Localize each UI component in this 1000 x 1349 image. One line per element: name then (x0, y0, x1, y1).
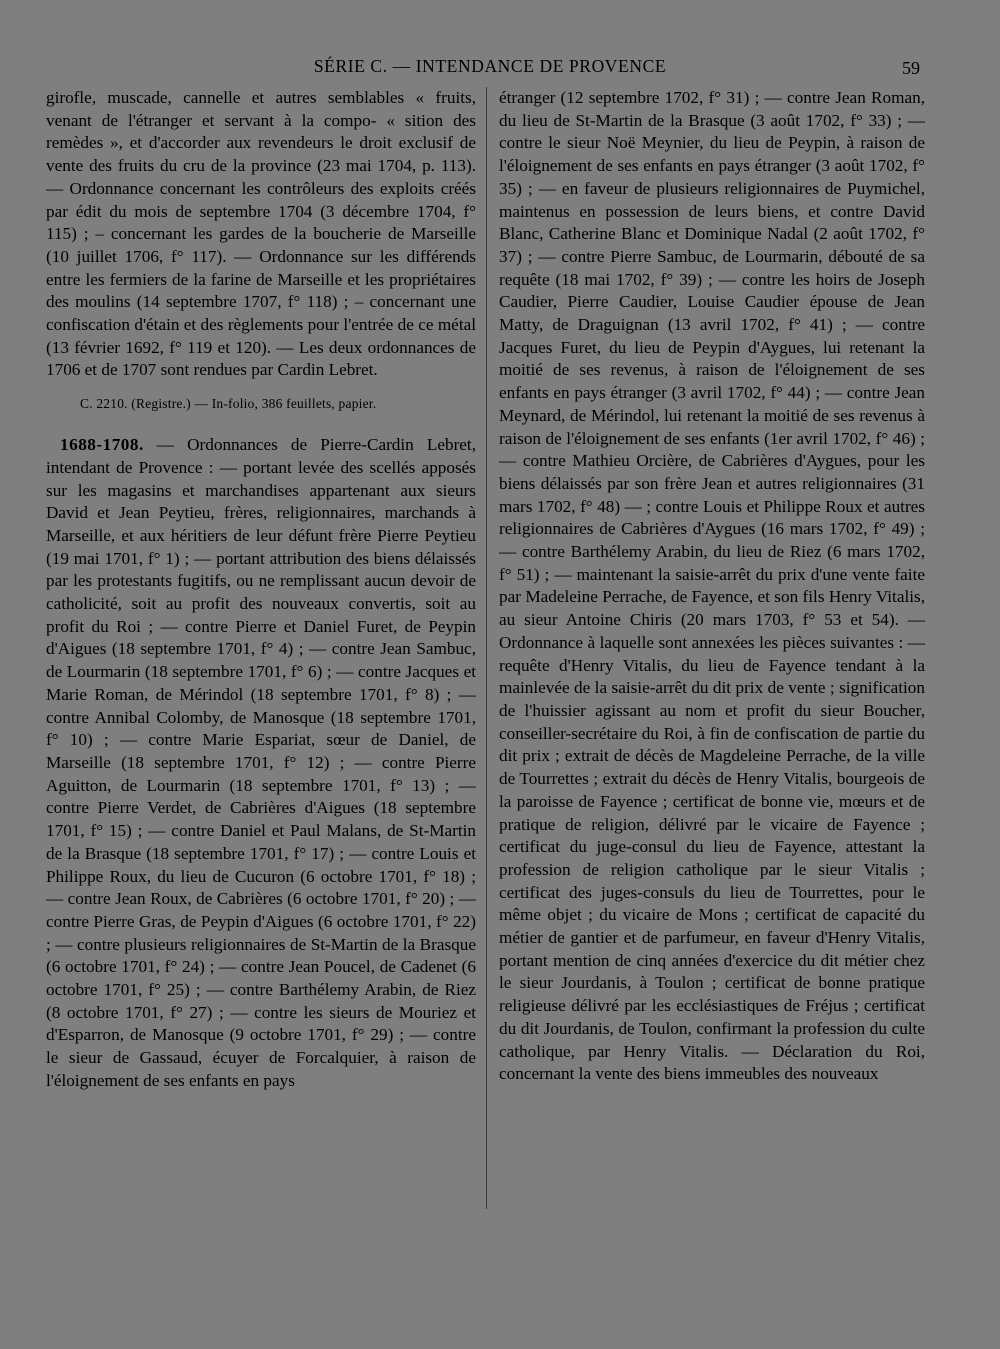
right-column (499, 87, 925, 1086)
continuation-paragraph: girofle, muscade, cannelle et autres semblables « fruits, venant de l'étranger et servant à la compo- « sition des remèdes », et d'accorder aux revendeurs le droit exclusif de vente des fruits du cru de la province (23 mai 1704, p. 113). — Ordonnance concernant les contrôleurs des exploits créés par édit du mois de septembre 1704 (3 décembre 1704, f° 115) ; – concernant les gardes de la boucherie de Marseille (10 juillet 1706, f° 117). — Ordonnance sur les différends entre les fermiers de la farine de Marseille et les propriétaires des moulins (14 septembre 1707, f° 118) ; – concernant une confiscation d'étain et des règlements pour l'entrée de ce métal (13 février 1692, f° 119 et 120). — Les deux ordonnances de 1706 et de 1707 sont rendues par Cardin Lebret. (46, 88, 476, 380)
running-header: SÉRIE C. — INTENDANCE DE PROVENCE (313, 56, 667, 76)
register-entry (46, 434, 476, 1092)
column-divider (486, 87, 487, 1209)
right-column-text: étranger (12 septembre 1702, f° 31) ; — contre Jean Roman, du lieu de St-Martin de la Brasque (3 août 1702, f° 33) ; — contre le sieur Noë Meynier, du lieu de Peypin, à raison de l'éloignement de ses enfants en pays étranger (3 août 1702, f° 35) ; — en faveur de plusieurs religionnaires de Puymichel, maintenus en possession de leurs biens, et contre David Blanc, Catherine Blanc et Dominique Nadal (2 août 1702, f° 37) ; — contre Pierre Sambuc, de Lourmarin, débouté de sa requête (18 mai 1702, f° 39) ; — contre les hoirs de Joseph Caudier, Pierre Caudier, Louise Caudier épouse de Jean Matty, de Draguignan (13 avril 1702, f° 41) ; — contre Jacques Furet, du lieu de Peypin d'Aygues, lui retenant la moitié de ses revenus, à raison de l'éloignement de ses enfants en pays étranger (3 avril 1702, f° 44) ; — contre Jean Meynard, de Mérindol, lui retenant la moitié de ses revenus à raison de l'éloignement de ses enfants (1er avril 1702, f° 46) ; — contre Mathieu Orcière, de Cabrières d'Aygues, pour les biens délaissés par son frère Jean et autres religionnaires (31 mars 1702, f° 48) — ; contre Louis et Philippe Roux et autres religionnaires de Cabrières d'Aygues (16 mars 1702, f° 49) ; — contre Barthélemy Arabin, du lieu de Riez (6 mars 1702, f° 51) ; — maintenant la saisie-arrêt du prix d'une vente faite par Madeleine Perrache, de Fayence, et son fils Henry Vitalis, au sieur Antoine Chiris (20 mars 1703, f° 53 et 54). — Ordonnance à laquelle sont annexées les pièces suivantes : — requête d'Henry Vitalis, du lieu de Fayence tendant à la mainlevée de la saisie-arrêt du dit prix de vente ; signification de l'huissier agissant au nom et profit du sieur Boucher, conseiller-secrétaire du Roi, à fin de confiscation de partie du dit prix ; extrait de décès de Magdeleine Perrache, de la ville de Tourrettes ; extrait du décès de Henry Vitalis, bourgeois de la paroisse de Fayence ; certificat de bonne vie, mœurs et de pratique de religion, délivré par le vicaire de Fayence ; certificat du juge-consul du lieu de Fayence, attestant la profession de religion catholique par le sieur Vitalis ; certificat des juges-consuls du lieu de Tourrettes, pour le même objet ; du vicaire de Mons ; certificat de capacité du métier de gantier et de parfumeur, en faveur d'Henry Vitalis, portant mention de cinq années d'exercice du dit métier chez le sieur Jourdanis, à Toulon ; certificat de bonne pratique religieuse délivré par les ecclésiastiques de Fréjus ; certificat du dit Jourdanis, de Toulon, confirmant la profession du culte catholique, par Henry Vitalis. — Déclaration du Roi, concernant la vente des biens immeubles des nouveaux (499, 88, 925, 1084)
entry-text: — Ordonnances de Pierre-Cardin Lebret, intendant de Provence : — portant levée des scellés apposés sur les magasins et marchandises appartenant aux sieurs David et Jean Peytieu, frères, religionnaires, marchands à Marseille, et aux héritiers de leur défunt frère Pierre Peytieu (19 mai 1701, f° 1) ; — portant attribution des biens délaissés par les protestants fugitifs, ou ne remplissant aucun devoir de catholicité, soit au profit des nouveaux convertis, soit au profit du Roi ; — contre Pierre et Daniel Furet, de Peypin d'Aigues (18 septembre 1701, f° 4) ; — contre Jean Sambuc, de Lourmarin (18 septembre 1701, f° 6) ; — contre Jacques et Marie Roman, de Mérindol (18 septembre 1701, f° 8) ; — contre Annibal Colomby, de Manosque (18 septembre 1701, f° 10) ; — contre Marie Espariat, sœur de Daniel, de Marseille (18 septembre 1701, f° 12) ; — contre Pierre Aguitton, de Lourmarin (18 septembre 1701, f° 13) ; — contre Pierre Verdet, de Cabrières d'Aigues (18 septembre 1701, f° 15) ; — contre Daniel et Paul Malans, de St-Martin de la Brasque (18 septembre 1701, f° 17) ; — contre Louis et Philippe Roux, du lieu de Cucuron (6 octobre 1701, f° 18) ; — contre Jean Roux, de Cabrières (6 octobre 1701, f° 20) ; — contre Pierre Gras, de Peypin d'Aigues (6 octobre 1701, f° 22) ; — contre plusieurs religionnaires de St-Martin de la Brasque (6 octobre 1701, f° 24) ; — contre Jean Poucel, de Cadenet (6 octobre 1701, f° 25) ; — contre Barthélemy Arabin, de Riez (8 octobre 1701, f° 27) ; — contre les sieurs de Mouriez et d'Esparron, de Manosque (9 octobre 1701, f° 29) ; — contre le sieur de Gassaud, écuyer de Forcalquier, à raison de l'éloignement de ses enfants en pays (46, 435, 476, 1090)
register-note: C. 2210. (Registre.) — In-folio, 386 feuillets, papier. (80, 396, 377, 412)
entry-date: 1688-1708. (60, 435, 144, 455)
page-number: 59 (902, 58, 920, 78)
left-column (46, 87, 476, 1093)
